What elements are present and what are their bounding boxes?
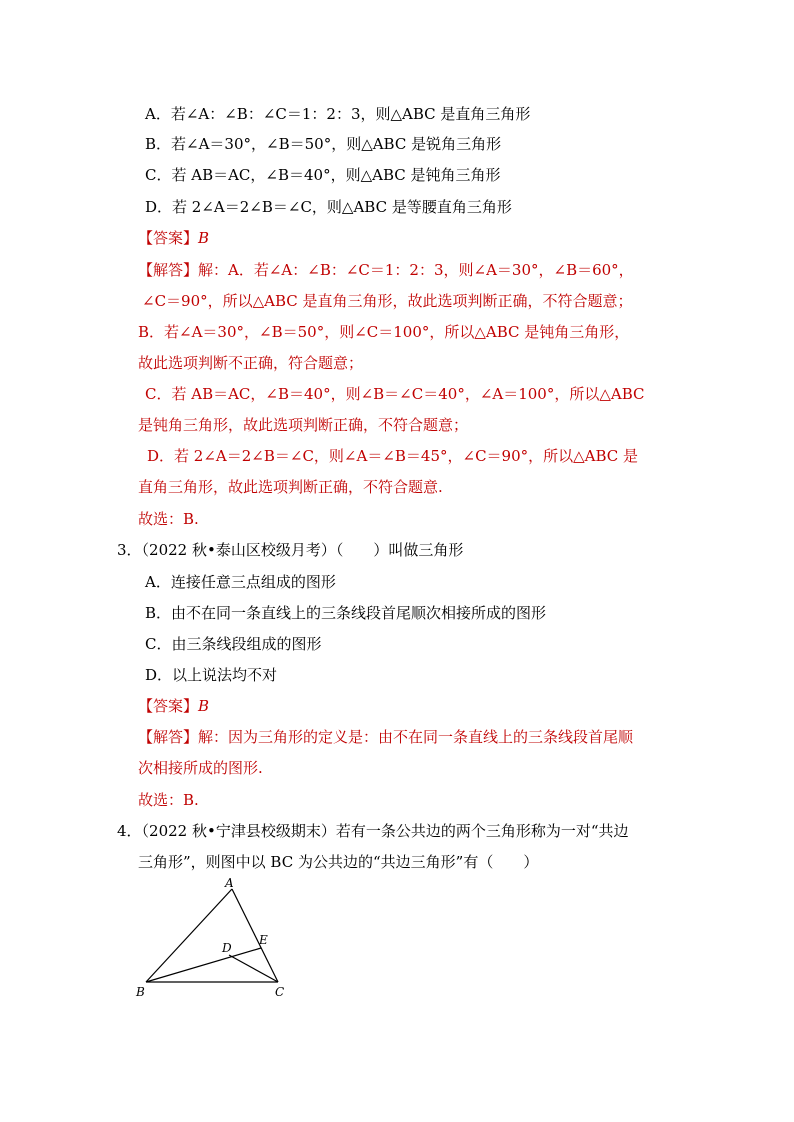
vertex-label-b: B: [136, 985, 145, 999]
segment-ac: [232, 889, 278, 982]
answer-value: B: [198, 697, 210, 715]
q2-choose: 故选：B.: [138, 510, 199, 528]
q2-solution-line-2: ∠C＝90°，所以△ABC 是直角三角形，故此选项判断正确，不符合题意；: [142, 292, 633, 310]
q3-solution-line-1: [138, 727, 633, 747]
solution-label: 【解答】: [138, 728, 199, 746]
q2-option-c: C．若 AB＝AC，∠B＝40°，则△ABC 是钝角三角形: [145, 166, 501, 184]
q3-answer: [138, 696, 209, 716]
q2-option-a: A．若∠A：∠B：∠C＝1：2：3，则△ABC 是直角三角形: [145, 105, 531, 123]
q3-option-a: A．连接任意三点组成的图形: [145, 573, 336, 591]
q4-stem-line-1: 4．（2022 秋•宁津县校级期末）若有一条公共边的两个三角形称为一对“共边: [117, 822, 629, 840]
q2-solution-line-7: D．若 2∠A＝2∠B＝∠C，则∠A＝∠B＝45°，∠C＝90°，所以△ABC 是: [147, 447, 639, 465]
solution-label: 【解答】: [138, 261, 199, 279]
q2-solution-line-1: [138, 260, 634, 280]
q2-option-b: B．若∠A＝30°，∠B＝50°，则△ABC 是锐角三角形: [145, 135, 502, 153]
q3-option-d: D．以上说法均不对: [145, 666, 278, 684]
segment-dc: [229, 955, 278, 982]
q2-solution-line-3: B．若∠A＝30°，∠B＝50°，则∠C＝100°，所以△ABC 是钝角三角形，: [138, 323, 630, 341]
q3-solution-line-2: 次相接所成的图形.: [138, 759, 263, 777]
answer-value: B: [198, 229, 210, 247]
q2-answer: [138, 228, 209, 248]
answer-label: 【答案】: [138, 229, 199, 247]
q2-option-d: D．若 2∠A＝2∠B＝∠C，则△ABC 是等腰直角三角形: [145, 198, 512, 216]
answer-label: 【答案】: [138, 697, 199, 715]
q4-stem-line-2: 三角形”，则图中以 BC 为公共边的“共边三角形”有（ ）: [138, 853, 539, 871]
solution-text: 解：因为三角形的定义是：由不在同一条直线上的三条线段首尾顺: [198, 728, 634, 746]
q2-solution-line-4: 故此选项判断不正确，符合题意；: [138, 354, 364, 372]
segment-be: [146, 948, 261, 982]
triangle-figure: [128, 875, 298, 1005]
point-label-d: D: [222, 941, 232, 955]
q2-solution-line-6: 是钝角三角形，故此选项判断正确，不符合题意；: [138, 416, 469, 434]
q2-solution-line-5: C．若 AB＝AC，∠B＝40°，则∠B＝∠C＝40°，∠A＝100°，所以△ABC: [145, 385, 645, 403]
q2-solution-line-8: 直角三角形，故此选项判断正确，不符合题意.: [138, 478, 443, 496]
q3-stem: 3．（2022 秋•泰山区校级月考）（ ）叫做三角形: [117, 541, 464, 559]
q3-option-b: B．由不在同一条直线上的三条线段首尾顺次相接所成的图形: [145, 604, 547, 622]
solution-text: 解：A．若∠A：∠B：∠C＝1：2：3，则∠A＝30°，∠B＝60°，: [198, 261, 634, 279]
point-label-e: E: [259, 933, 268, 947]
vertex-label-c: C: [275, 985, 285, 999]
q3-choose: 故选：B.: [138, 791, 199, 809]
segment-ab: [146, 889, 232, 982]
vertex-label-a: A: [225, 876, 234, 890]
q3-option-c: C．由三条线段组成的图形: [145, 635, 322, 653]
